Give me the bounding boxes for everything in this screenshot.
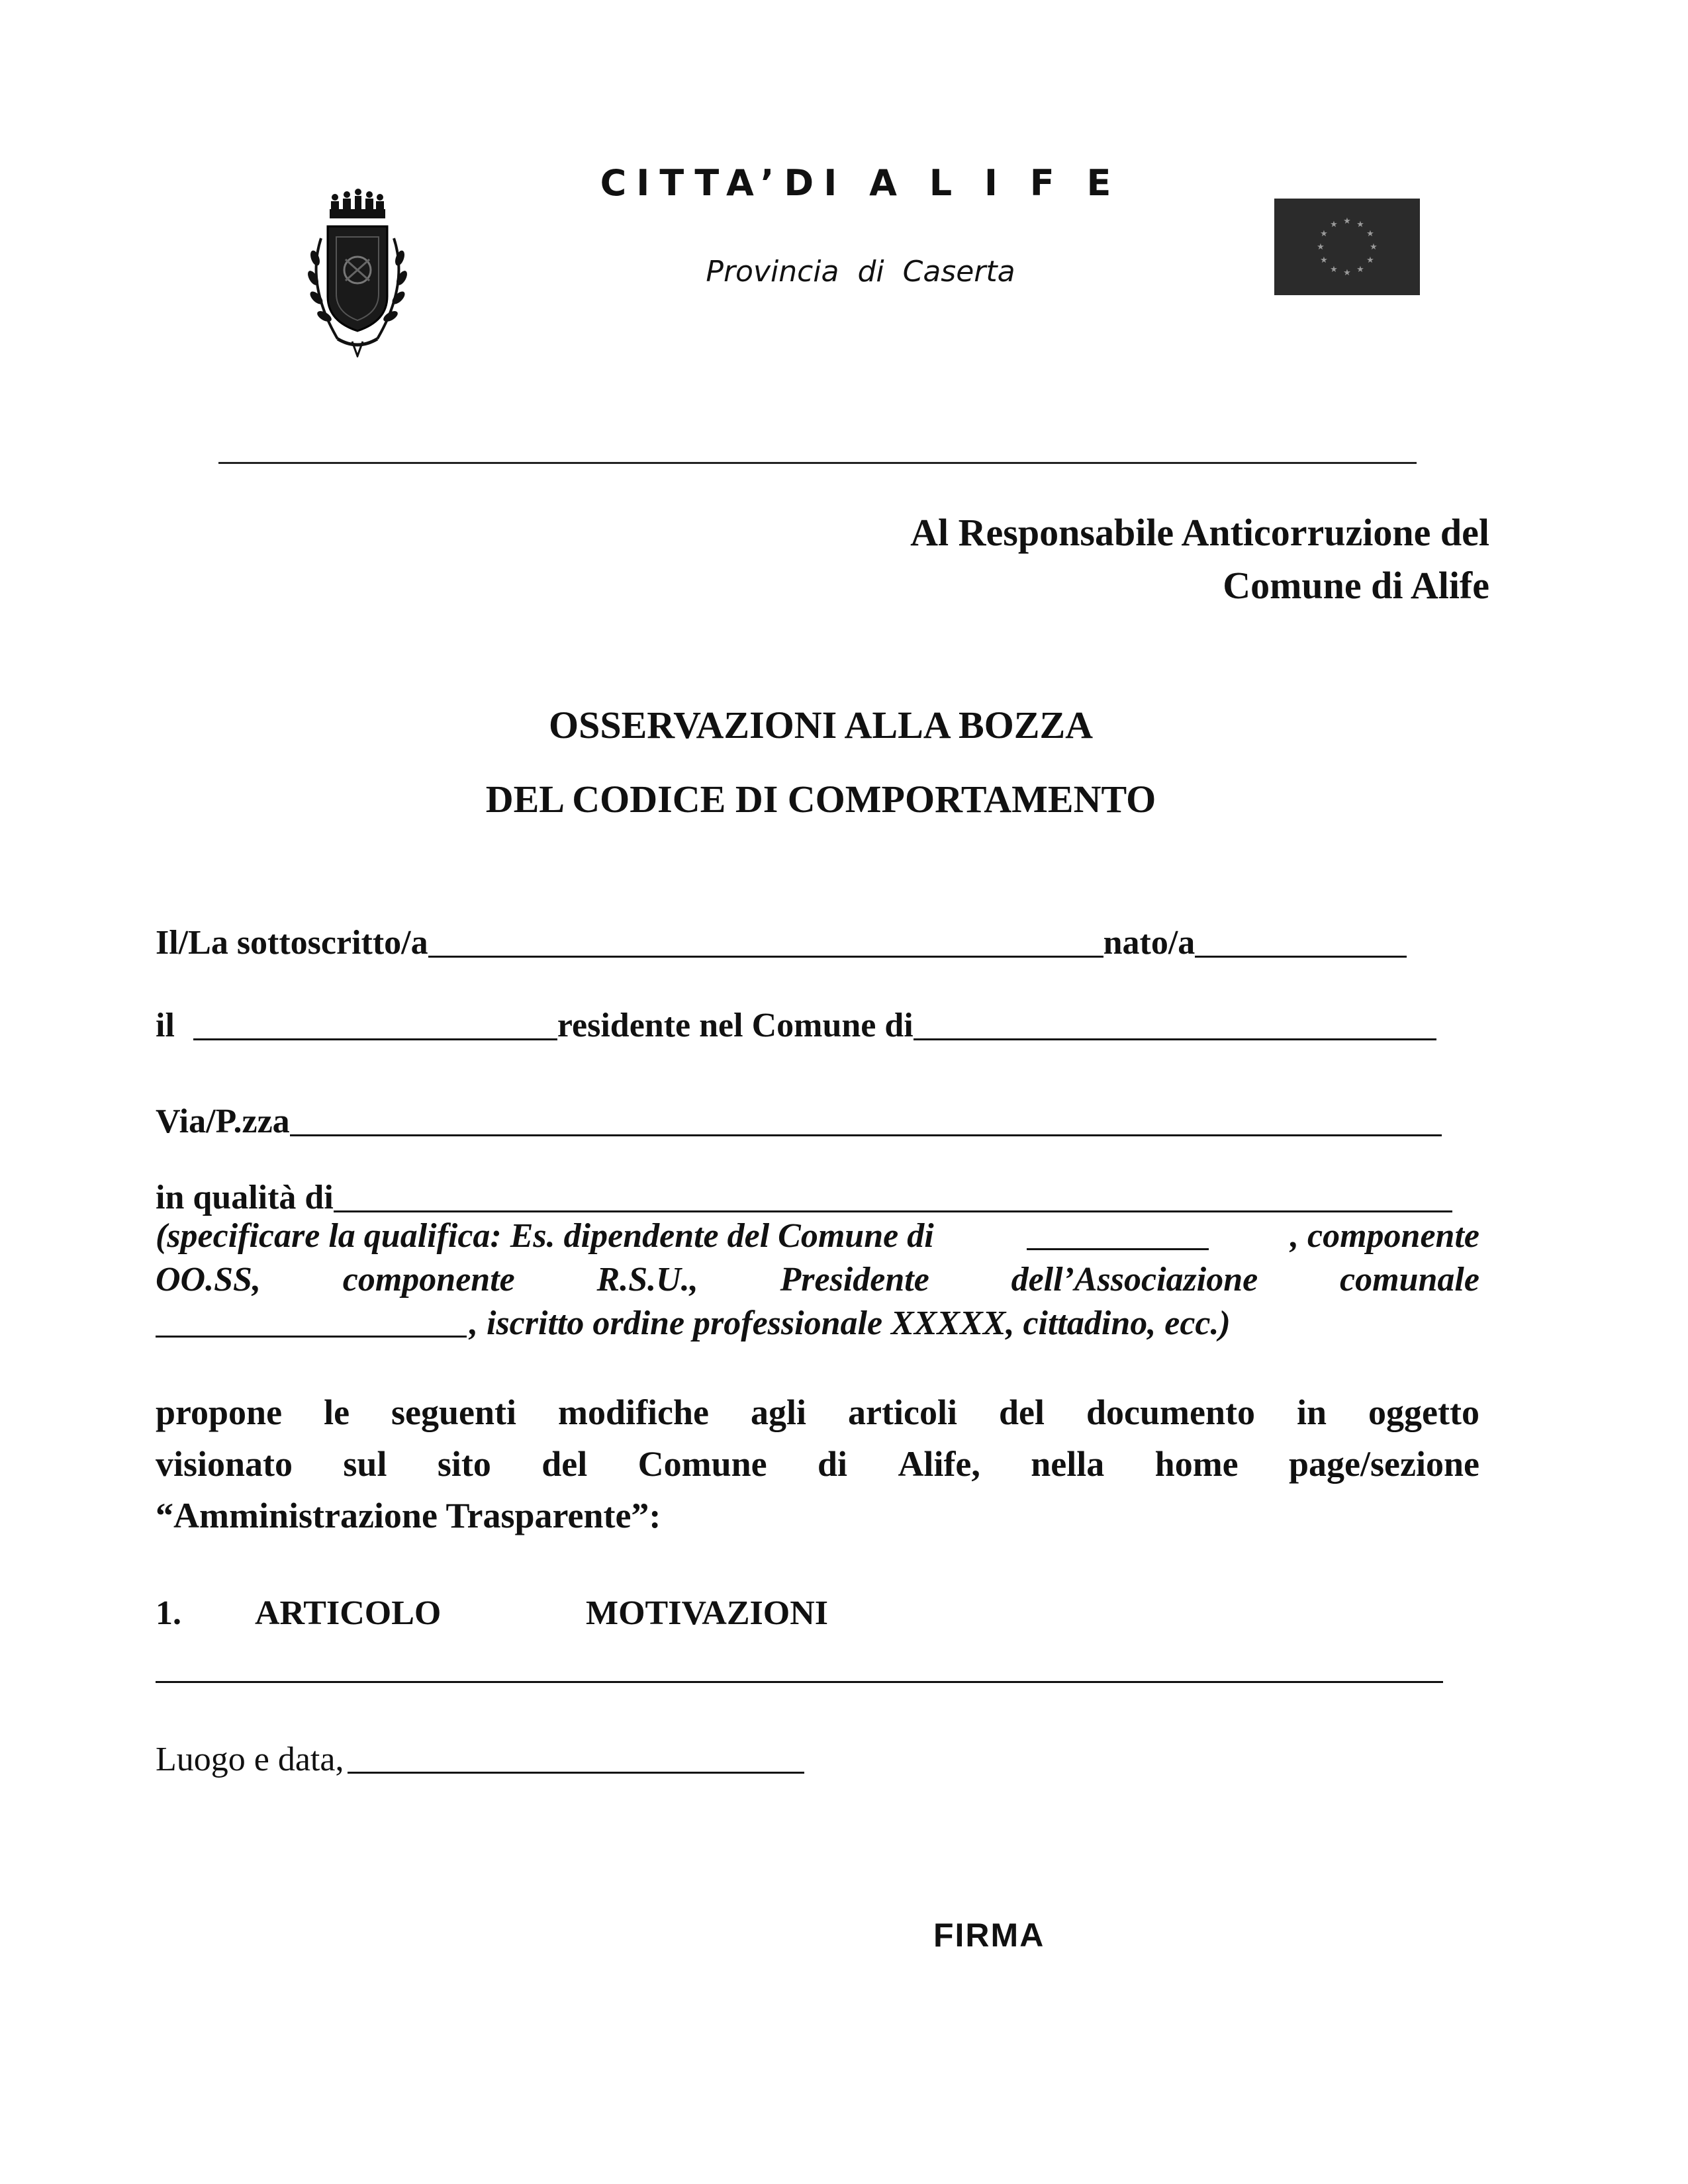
article-number: 1. — [156, 1594, 181, 1632]
proposal-word: del — [541, 1444, 588, 1484]
field-nato[interactable] — [1195, 924, 1407, 958]
proposal-word: page/sezione — [1289, 1444, 1479, 1484]
svg-text:★: ★ — [1320, 255, 1328, 265]
svg-text:★: ★ — [1330, 220, 1338, 230]
proposal-word: articoli — [848, 1392, 957, 1432]
svg-text:★: ★ — [1330, 265, 1338, 275]
proposal-word: modifiche — [558, 1392, 710, 1432]
note-text: , iscritto ordine professionale XXXXX, cittadino, ecc.) — [469, 1304, 1231, 1342]
proposal-line-2 — [156, 1438, 1479, 1490]
label-via: Via/P.zza — [156, 1103, 290, 1140]
article-label: ARTICOLO — [255, 1594, 442, 1632]
note-text: comunale — [1340, 1261, 1479, 1298]
field-date-of-birth[interactable] — [193, 1007, 557, 1040]
label-luogo-data: Luogo e data, — [156, 1741, 344, 1778]
proposal-word: sul — [343, 1444, 387, 1484]
header-divider — [218, 462, 1417, 464]
proposal-word: visionato — [156, 1444, 293, 1484]
proposal-word: oggetto — [1368, 1392, 1479, 1432]
proposal-paragraph — [156, 1387, 1479, 1541]
proposal-word: sito — [437, 1444, 491, 1484]
note-text: dell’Associazione — [1011, 1261, 1258, 1298]
label-il: il — [156, 1007, 175, 1044]
coat-of-arms-icon — [291, 185, 424, 357]
field-luogo-data[interactable] — [348, 1740, 804, 1774]
form-row-qualita — [156, 1165, 1479, 1218]
label-qualita: in qualità di — [156, 1179, 334, 1216]
proposal-text: “Amministrazione Trasparente”: — [156, 1496, 661, 1535]
field-qualita[interactable] — [334, 1179, 1452, 1212]
proposal-word: le — [324, 1392, 350, 1432]
note-text: componente — [342, 1261, 515, 1298]
svg-text:★: ★ — [1366, 255, 1374, 265]
proposal-word: del — [998, 1392, 1045, 1432]
proposal-line-3 — [156, 1490, 1479, 1541]
city-title: CITTA’DI A L I F E — [600, 162, 1121, 204]
svg-text:★: ★ — [1317, 242, 1325, 252]
proposal-word: Alife, — [898, 1444, 980, 1484]
article-field-line[interactable] — [156, 1681, 1443, 1683]
note-text: R.S.U., — [596, 1261, 698, 1298]
note-line-2 — [156, 1258, 1479, 1302]
proposal-word: agli — [751, 1392, 807, 1432]
field-address[interactable] — [290, 1103, 1442, 1136]
eu-flag-icon — [1274, 199, 1420, 295]
proposal-word: Comune — [637, 1444, 767, 1484]
province-subtitle: Provincia di Caserta — [706, 255, 1015, 289]
field-comune[interactable] — [914, 1007, 1436, 1040]
recipient-block — [662, 506, 1489, 612]
field-comune-dipendente[interactable] — [1027, 1222, 1209, 1250]
svg-text:★: ★ — [1320, 229, 1328, 239]
title-line-2: DEL CODICE DI COMPORTAMENTO — [485, 778, 1156, 821]
field-sottoscritto[interactable] — [428, 924, 1103, 958]
svg-text:★: ★ — [1343, 268, 1351, 278]
proposal-line-1 — [156, 1387, 1479, 1438]
proposal-word: home — [1154, 1444, 1239, 1484]
note-line-3 — [156, 1302, 1479, 1345]
qualifica-note — [156, 1214, 1479, 1345]
field-associazione[interactable] — [156, 1309, 467, 1338]
recipient-line-2: Comune di Alife — [1223, 564, 1489, 607]
proposal-word: nella — [1031, 1444, 1105, 1484]
form-row-address — [156, 1089, 1479, 1142]
signature-label: FIRMA — [933, 1917, 1045, 1954]
svg-text:★: ★ — [1366, 229, 1374, 239]
label-sottoscritto: Il/La sottoscritto/a — [156, 924, 428, 962]
proposal-word: documento — [1086, 1392, 1255, 1432]
note-text: Presidente — [780, 1261, 929, 1298]
label-nato: nato/a — [1103, 924, 1196, 962]
proposal-word: seguenti — [391, 1392, 517, 1432]
svg-text:★: ★ — [1356, 220, 1364, 230]
note-text: , componente — [1290, 1217, 1479, 1255]
note-line-1 — [156, 1214, 1479, 1258]
recipient-line-1: Al Responsabile Anticorruzione del — [910, 511, 1489, 554]
svg-text:★: ★ — [1343, 216, 1351, 226]
place-date-row — [156, 1726, 804, 1779]
proposal-word: in — [1297, 1392, 1327, 1432]
title-line-1: OSSERVAZIONI ALLA BOZZA — [548, 704, 1094, 747]
note-text: (specificare la qualifica: Es. dipendente del Comune di — [156, 1217, 934, 1255]
form-row-name — [156, 910, 1479, 963]
motivations-label: MOTIVAZIONI — [586, 1594, 829, 1632]
label-residente: residente nel Comune di — [557, 1007, 914, 1044]
svg-text:★: ★ — [1370, 242, 1378, 252]
svg-text:★: ★ — [1356, 265, 1364, 275]
form-row-residence — [156, 993, 1479, 1046]
document-title — [218, 688, 1423, 837]
proposal-word: propone — [156, 1392, 283, 1432]
note-text: OO.SS, — [156, 1261, 261, 1298]
proposal-word: di — [818, 1444, 848, 1484]
